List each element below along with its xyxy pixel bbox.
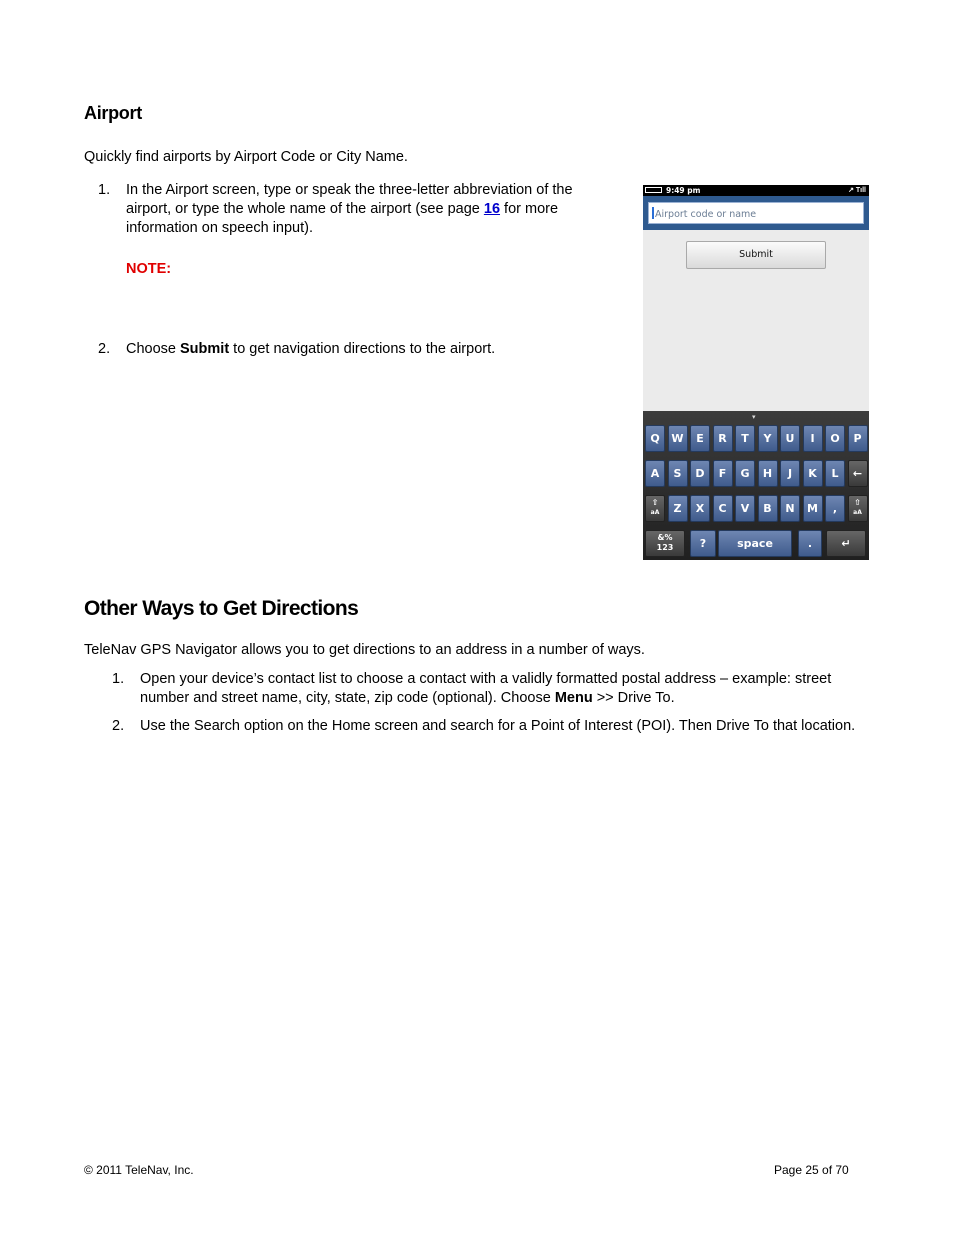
keyboard-key[interactable]: K [803,460,823,487]
step-text-part: >> Drive To. [592,690,675,706]
airport-search-input[interactable] [648,202,864,224]
symbols-key-bottom: 123 [656,543,674,552]
shift-key[interactable] [645,495,665,522]
keyboard-key[interactable]: G [735,460,755,487]
other-ways-item-1 [112,670,892,710]
input-placeholder: Airport code or name [655,209,757,220]
page-16-link[interactable]: 16 [483,201,501,217]
airport-step-2 [98,340,598,360]
step-text-part: to get navigation directions to the airport. [229,341,496,357]
question-key[interactable]: ? [690,530,716,557]
submit-button[interactable]: Submit [686,241,826,269]
step-text-part: number and street name, city, state, zip code (optional). Choose [140,690,555,706]
step-number: 1. [98,182,111,198]
shift-key-sublabel: aA [853,509,862,516]
airport-intro: Quickly find airports by Airport Code or City Name. [84,149,408,165]
keyboard-key[interactable]: Z [668,495,688,522]
step-text-bold: Menu [554,690,593,706]
step-text [126,340,495,359]
keyboard-key[interactable]: N [780,495,800,522]
step-text: Use the Search option on the Home screen and search for a Point of Interest (POI). Then Drive To that location. [140,718,856,734]
step-number: 2. [112,718,125,734]
symbols-key[interactable] [645,530,685,557]
status-time: 9:49 pm [666,186,701,195]
step-text-bold: Submit [180,341,230,357]
step-line: information on speech input). [126,220,313,236]
keyboard-key[interactable]: F [713,460,733,487]
phone-screenshot [643,185,869,560]
airport-step-1 [98,181,598,241]
note-label: NOTE: [126,261,172,277]
step-number: 2. [98,341,111,357]
shift-icon: ⇧ [854,498,861,507]
keyboard-key[interactable]: U [780,425,800,452]
footer-page-number: Page 25 of 70 [774,1163,849,1177]
section-heading-other-ways: Other Ways to Get Directions [84,597,359,620]
keyboard-key[interactable]: B [758,495,778,522]
step-text-part: for more [500,201,559,217]
keyboard-collapse-icon[interactable]: ▾ [752,414,756,421]
keyboard-key[interactable]: X [690,495,710,522]
footer-copyright: © 2011 TeleNav, Inc. [84,1163,194,1177]
step-text [126,181,573,238]
battery-icon [645,187,662,193]
text-cursor [652,207,654,219]
shift-key[interactable] [848,495,868,522]
keyboard-key[interactable]: O [825,425,845,452]
step-line [140,689,831,708]
keyboard-key[interactable]: L [825,460,845,487]
keyboard-key[interactable]: R [713,425,733,452]
keyboard-key[interactable]: E [690,425,710,452]
input-bar [643,196,869,230]
step-text [140,670,831,708]
other-ways-item-2 [112,717,892,737]
keyboard-key[interactable]: M [803,495,823,522]
keyboard-key[interactable]: Q [645,425,665,452]
keyboard-key[interactable]: , [825,495,845,522]
keyboard-key[interactable]: Y [758,425,778,452]
virtual-keyboard [643,411,869,560]
shift-icon: ⇧ [651,498,659,507]
keyboard-key[interactable]: V [735,495,755,522]
step-number: 1. [112,671,125,687]
step-text-part: Choose [126,341,181,357]
space-key[interactable]: space [718,530,792,557]
keyboard-key[interactable]: T [735,425,755,452]
keyboard-key[interactable]: H [758,460,778,487]
keyboard-key[interactable]: I [803,425,823,452]
step-line: Open your device’s contact list to choose a contact with a validly formatted postal address – example: street [140,671,832,687]
backspace-key[interactable]: ← [848,460,868,487]
step-line [126,200,573,219]
keyboard-key[interactable]: A [645,460,665,487]
section-heading-airport: Airport [84,103,142,123]
keyboard-key[interactable]: S [668,460,688,487]
keyboard-key[interactable]: C [713,495,733,522]
other-ways-intro: TeleNav GPS Navigator allows you to get directions to an address in a number of ways. [84,642,645,658]
keyboard-key[interactable]: J [780,460,800,487]
content-area [643,230,869,411]
shift-key-sublabel: aA [650,509,660,516]
keyboard-key[interactable]: P [848,425,868,452]
enter-key[interactable]: ↵ [826,530,866,557]
step-line: In the Airport screen, type or speak the three-letter abbreviation of the [126,182,573,198]
status-bar [643,185,869,196]
symbols-key-top: &% [657,533,673,542]
period-key[interactable]: . [798,530,822,557]
signal-icon: ↗ Tıll [848,187,866,194]
keyboard-key[interactable]: D [690,460,710,487]
step-text-part: airport, or type the whole name of the airport (see page [126,201,484,217]
keyboard-key[interactable]: W [668,425,688,452]
